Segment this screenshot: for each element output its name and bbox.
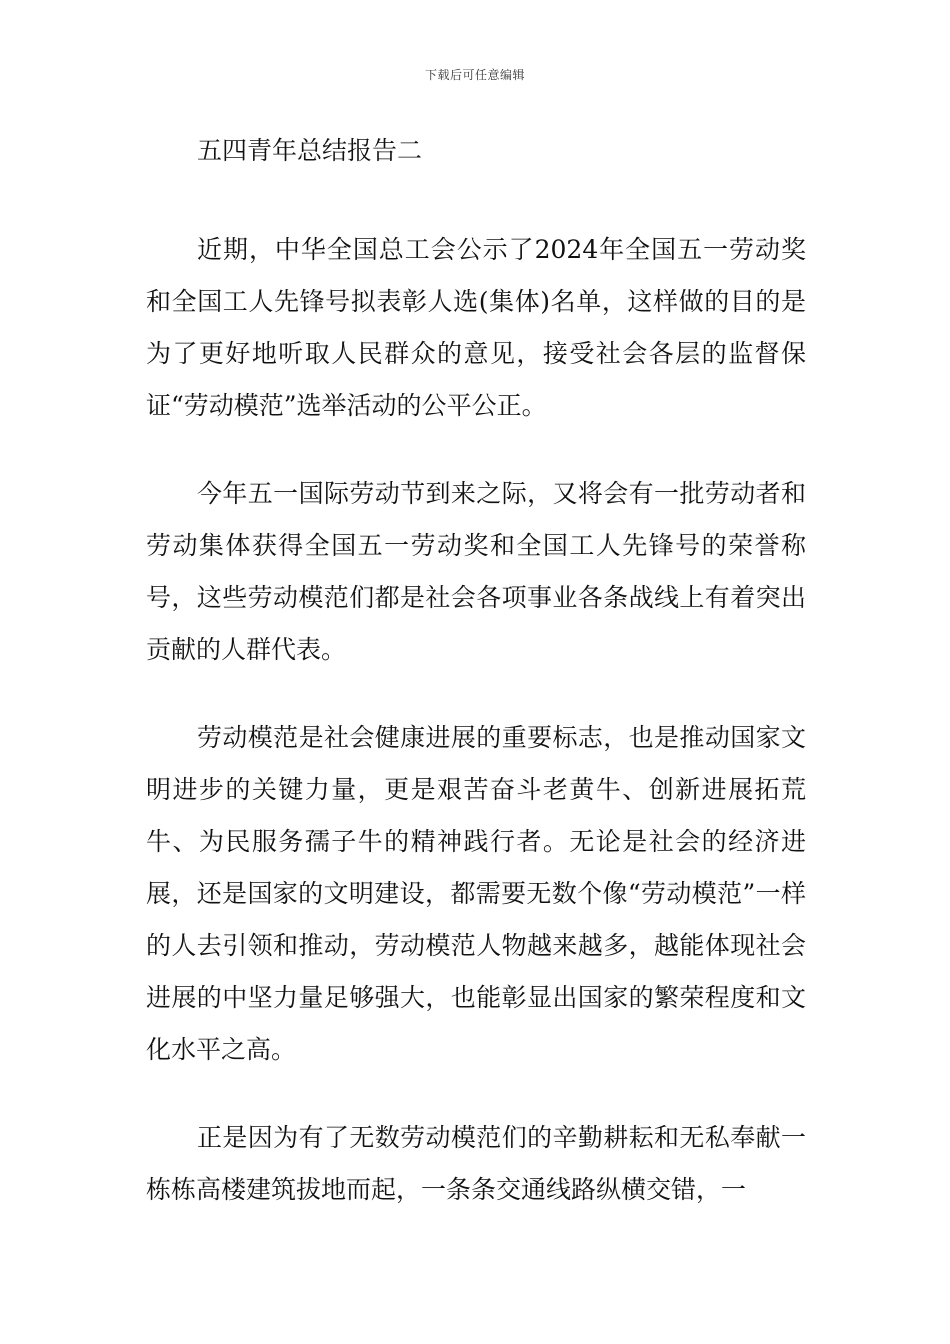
header-note: 下载后可任意编辑 xyxy=(424,68,525,82)
document-title: 五四青年总结报告二 xyxy=(197,136,423,165)
paragraph-4: 正是因为有了无数劳动模范们的辛勤耕耘和无私奉献一栋栋高楼建筑拔地而起，一条条交通线路纵横交错，一 xyxy=(146,1123,806,1204)
paragraph-3: 劳动模范是社会健康进展的重要标志，也是推动国家文明进步的关键力量，更是艰苦奋斗老黄牛、创新进展拓荒牛、为民服务孺子牛的精神践行者。无论是社会的经济进展，还是国家的文明建设，都需要无数个像“劳动模范”一样的人去引领和推动，劳动模范人物越来越多，越能体现社会进展的中坚力量足够强大，也能彰显出国家的繁荣程度和文化水平之高。 xyxy=(146,723,806,1064)
paragraph-2: 今年五一国际劳动节到来之际，又将会有一批劳动者和劳动集体获得全国五一劳动奖和全国工人先锋号的荣誉称号，这些劳动模范们都是社会各项事业各条战线上有着突出贡献的人群代表。 xyxy=(146,479,806,664)
paragraph-1: 近期，中华全国总工会公示了2024年全国五一劳动奖和全国工人先锋号拟表彰人选(集体)名单，这样做的目的是为了更好地听取人民群众的意见，接受社会各层的监督保证“劳动模范”选举活动的公平公正。 xyxy=(146,235,806,420)
